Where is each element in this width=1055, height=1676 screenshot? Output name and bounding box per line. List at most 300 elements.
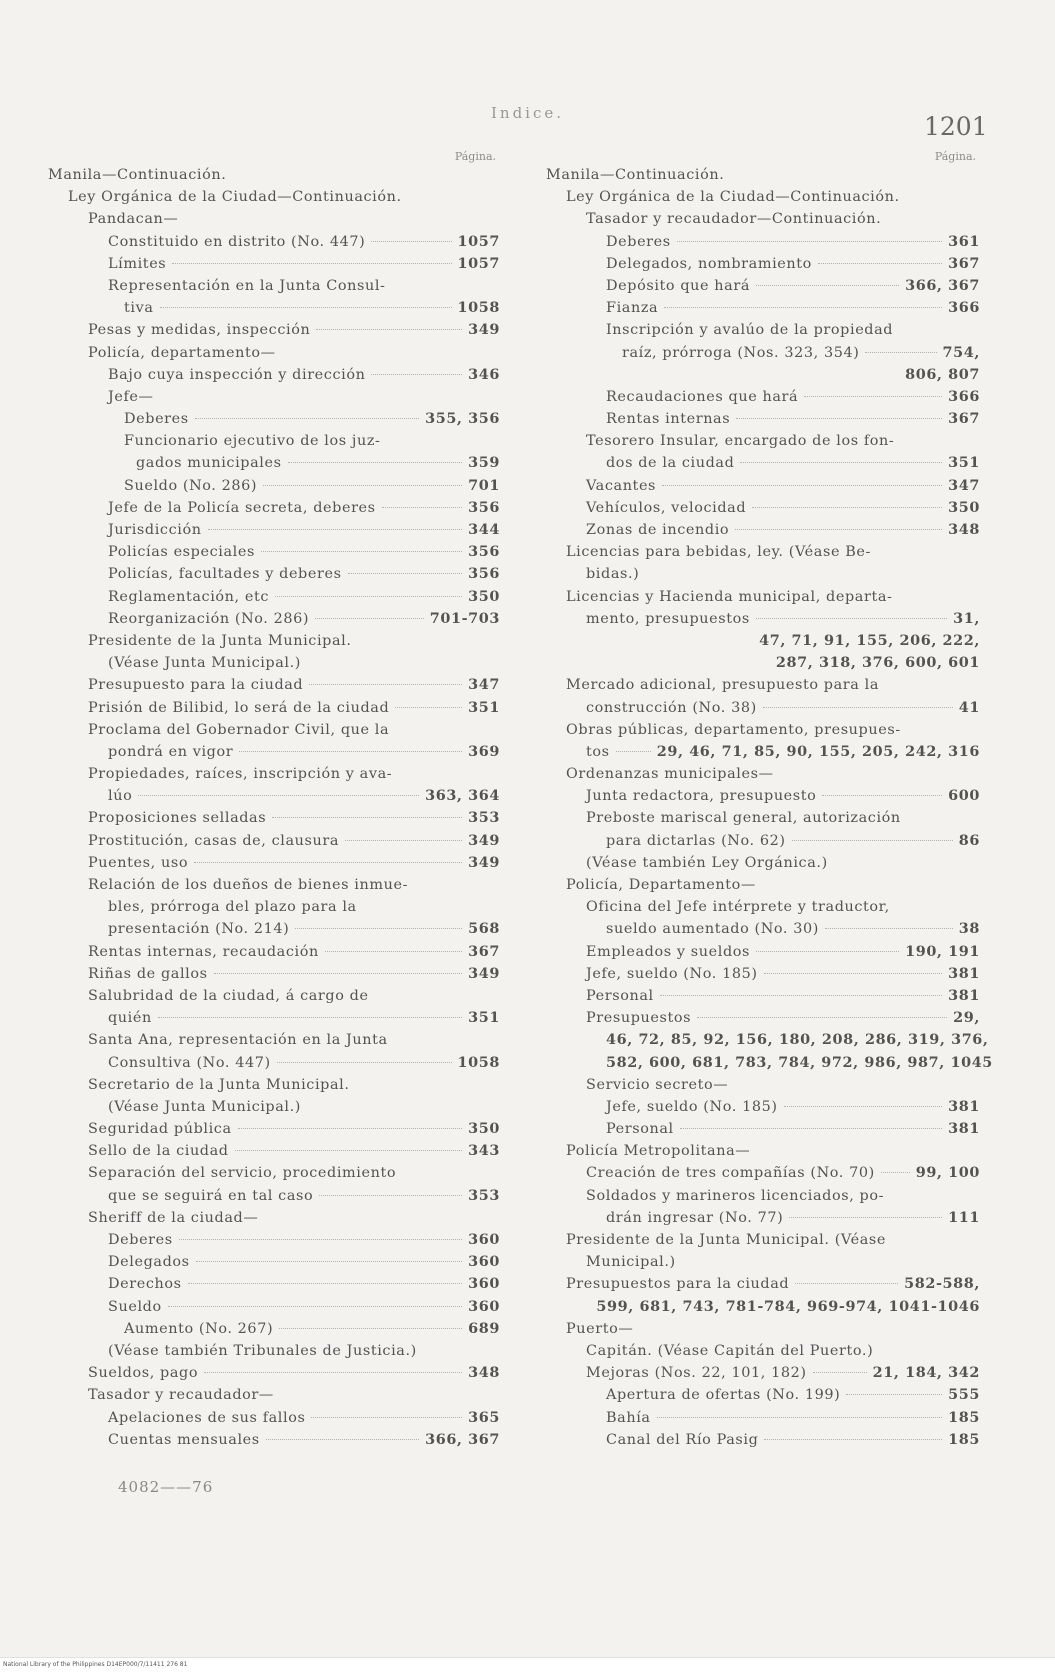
index-entry (40, 297, 500, 319)
entry-text: Mercado adicional, presupuesto para la (566, 677, 880, 694)
entry-page-ref: 351 (948, 454, 980, 472)
entry-page-ref: 1057 (457, 254, 500, 272)
dot-leader (764, 973, 943, 974)
index-entry (538, 275, 980, 297)
dot-leader (195, 418, 419, 419)
entry-text: Fianza (606, 300, 659, 317)
entry-text: construcción (No. 38) (586, 699, 757, 716)
dot-leader (272, 817, 462, 818)
entry-text: (Véase también Tribunales de Justicia.) (108, 1342, 417, 1359)
index-column-right (538, 150, 993, 1451)
entry-page-ref: 381 (948, 986, 980, 1004)
entry-page-ref: 353 (468, 809, 500, 827)
entry-text: para dictarlas (No. 62) (606, 832, 786, 849)
entry-text: Reglamentación, etc (108, 588, 270, 605)
index-entry (538, 319, 980, 341)
index-entry (538, 1185, 980, 1207)
entry-page-ref: 351 (468, 1009, 500, 1027)
dot-leader (160, 307, 452, 308)
dot-leader (804, 396, 942, 397)
entry-page-ref: 365 (468, 1408, 500, 1426)
entry-text: Deberes (108, 1232, 173, 1248)
dot-leader (266, 1439, 419, 1440)
entry-text: Policía Metropolitana— (566, 1143, 751, 1160)
index-entry (538, 1074, 980, 1096)
entry-text: Delegados (108, 1254, 190, 1271)
entry-text: Rentas internas, recaudación (88, 943, 319, 960)
entry-page-ref: 350 (468, 587, 500, 605)
entry-page-ref: 99, 100 (915, 1164, 980, 1182)
entry-text: Separación del servicio, procedimiento (88, 1165, 397, 1182)
index-entry (538, 430, 980, 452)
entry-page-ref: 582-588, (904, 1275, 980, 1293)
entry-page-ref: 360 (468, 1253, 500, 1271)
entry-text: dos de la ciudad (606, 455, 735, 472)
index-entry (538, 408, 980, 430)
entry-page-ref: 701 (468, 476, 500, 494)
index-entry (40, 364, 500, 386)
entry-text: Sello de la ciudad (88, 1143, 229, 1160)
entry-page-ref: 185 (948, 1430, 980, 1448)
entry-text: Apelaciones de sus fallos (108, 1409, 306, 1426)
index-entry (538, 231, 980, 253)
index-entry (40, 497, 500, 519)
entry-page-ref: 367 (948, 410, 980, 428)
entry-page-ref: 366, 367 (905, 276, 980, 294)
dot-leader (664, 307, 942, 308)
index-entry (538, 208, 980, 230)
entry-text: Mejoras (Nos. 22, 101, 182) (586, 1365, 807, 1382)
entry-text: Junta redactora, presupuesto (586, 788, 817, 805)
entry-text: drán ingresar (No. 77) (606, 1209, 784, 1226)
dot-leader (371, 374, 462, 375)
index-entry (40, 941, 500, 963)
entry-text: Bajo cuya inspección y dirección (108, 366, 366, 383)
entry-text: Sueldo (108, 1298, 162, 1315)
dot-leader (763, 707, 953, 708)
entry-page-ref: 367 (948, 254, 980, 272)
index-entry (40, 674, 500, 696)
dot-leader (792, 840, 953, 841)
index-entry (538, 1340, 980, 1362)
index-entry (40, 408, 500, 430)
entry-page-ref: 806, 807 (905, 365, 980, 383)
index-entry (40, 1429, 500, 1451)
index-entry (40, 1074, 500, 1096)
entry-text: Pandacan— (88, 211, 179, 228)
entry-text: Derechos (108, 1276, 182, 1293)
entry-text: Aumento (No. 267) (124, 1320, 274, 1337)
entry-list (40, 164, 500, 1451)
entry-page-ref: 190, 191 (905, 942, 980, 960)
index-entry (40, 874, 500, 896)
dot-leader (657, 1417, 943, 1418)
index-entry (538, 297, 980, 319)
entry-page-ref: 555 (948, 1386, 980, 1404)
entry-text: Manila—Continuación. (48, 167, 227, 183)
dot-leader (680, 1128, 942, 1129)
index-entry (40, 1384, 500, 1406)
index-entry (538, 342, 980, 364)
entry-text: Policía, departamento— (88, 344, 276, 361)
entry-text: Presidente de la Junta Municipal. (Véase (566, 1232, 886, 1248)
entry-text: Servicio secreto— (586, 1076, 729, 1093)
dot-leader (319, 1195, 462, 1196)
entry-text: Tesorero Insular, encargado de los fon- (586, 433, 895, 450)
entry-text: Recaudaciones que hará (606, 388, 799, 405)
entry-text: Seguridad pública (88, 1121, 232, 1138)
index-entry (538, 608, 980, 630)
index-entry (40, 563, 500, 585)
index-entry (538, 1384, 980, 1406)
entry-page-ref: 349 (468, 964, 500, 982)
index-entry (40, 519, 500, 541)
entry-text: Funcionario ejecutivo de los juz- (124, 433, 381, 450)
entry-page-ref: 21, 184, 342 (872, 1364, 980, 1382)
entry-text: Reorganización (No. 286) (108, 610, 310, 627)
entry-text: Preboste mariscal general, autorización (586, 810, 901, 827)
index-entry (538, 563, 980, 585)
dot-leader (395, 707, 462, 708)
index-entry (538, 364, 980, 386)
dot-leader (756, 285, 899, 286)
entry-page-ref: 38 (958, 920, 980, 938)
index-entry (538, 253, 980, 275)
index-entry (538, 497, 980, 519)
entry-text: Apertura de ofertas (No. 199) (606, 1387, 841, 1404)
index-entry (40, 319, 500, 341)
index-column-left (40, 150, 500, 1451)
dot-leader (179, 1239, 462, 1240)
dot-leader (348, 573, 463, 574)
dot-leader (168, 1306, 462, 1307)
index-entry (40, 1052, 500, 1074)
dot-leader (238, 1128, 463, 1129)
entry-text: Canal del Río Pasig (606, 1431, 759, 1448)
entry-text: quién (108, 1010, 152, 1027)
entry-page-ref: 353 (468, 1186, 500, 1204)
entry-page-ref: 349 (468, 831, 500, 849)
entry-page-ref: 568 (468, 920, 500, 938)
page-number: 1201 (924, 112, 988, 141)
entry-text: raíz, prórroga (Nos. 323, 354) (622, 344, 860, 361)
index-entry (538, 630, 980, 652)
entry-page-ref: 86 (958, 831, 980, 849)
entry-page-ref: 348 (468, 1364, 500, 1382)
entry-text: lúo (108, 788, 133, 805)
entry-page-ref: 350 (948, 498, 980, 516)
entry-text: Jurisdicción (108, 522, 202, 538)
index-entry (40, 1229, 500, 1251)
index-entry (40, 963, 500, 985)
entry-text: Empleados y sueldos (586, 943, 751, 960)
entry-text: Jefe de la Policía secreta, deberes (108, 499, 376, 516)
index-entry (538, 874, 980, 896)
index-entry (538, 896, 980, 918)
entry-text: mento, presupuestos (586, 610, 750, 627)
dot-leader (813, 1372, 867, 1373)
index-entry (538, 1407, 980, 1429)
entry-text: Tasador y recaudador—Continuación. (586, 211, 882, 228)
entry-text: Vacantes (586, 477, 657, 494)
entry-text: Pesas y medidas, inspección (88, 322, 311, 339)
index-entry (40, 208, 500, 230)
dot-leader (818, 263, 942, 264)
entry-page-ref: 287, 318, 376, 600, 601 (775, 654, 980, 672)
index-entry (538, 719, 980, 741)
index-entry (538, 852, 980, 874)
dot-leader (158, 1017, 462, 1018)
index-entry (40, 1296, 500, 1318)
dot-leader (295, 928, 462, 929)
index-entry (40, 985, 500, 1007)
dot-leader (846, 1394, 942, 1395)
entry-page-ref: 366 (948, 387, 980, 405)
dot-leader (881, 1172, 910, 1173)
index-entry (538, 1362, 980, 1384)
dot-leader (261, 551, 462, 552)
entry-page-ref: 111 (948, 1208, 980, 1226)
index-entry (40, 386, 500, 408)
index-entry (538, 1251, 980, 1273)
dot-leader (235, 1150, 463, 1151)
dot-leader (311, 1417, 462, 1418)
index-entry (40, 430, 500, 452)
entry-text: Propiedades, raíces, inscripción y ava- (88, 766, 393, 783)
index-entry (538, 941, 980, 963)
index-entry (40, 697, 500, 719)
entry-page-ref: 360 (468, 1297, 500, 1315)
index-entry (538, 1229, 980, 1251)
index-entry (538, 1207, 980, 1229)
entry-page-ref: 46, 72, 85, 92, 156, 180, 208, 286, 319, 376, (606, 1031, 989, 1049)
entry-text: Presidente de la Junta Municipal. (88, 632, 352, 649)
entry-text: Oficina del Jefe intérprete y traductor, (586, 899, 890, 916)
index-entry (40, 918, 500, 940)
dot-leader (740, 462, 942, 463)
entry-text: Inscripción y avalúo de la propiedad (606, 322, 894, 339)
entry-page-ref: 367 (468, 942, 500, 960)
index-entry (40, 275, 500, 297)
entry-text: Presupuesto para la ciudad (88, 677, 304, 694)
index-entry (40, 253, 500, 275)
index-entry (40, 186, 500, 208)
index-entry (40, 1251, 500, 1273)
index-entry (40, 1140, 500, 1162)
entry-text: Jefe, sueldo (No. 185) (606, 1098, 778, 1115)
entry-text: Policía, Departamento— (566, 877, 756, 893)
index-entry (538, 1140, 980, 1162)
entry-text: Jefe— (108, 388, 154, 405)
index-entry (538, 386, 980, 408)
dot-leader (263, 485, 462, 486)
entry-page-ref: 351 (468, 698, 500, 716)
entry-page-ref: 1058 (457, 1053, 500, 1071)
entry-page-ref: 754, (942, 343, 980, 361)
entry-text: Proposiciones selladas (88, 810, 267, 827)
entry-text: Sueldo (No. 286) (124, 477, 258, 494)
entry-text: Rentas internas (606, 411, 731, 428)
index-entry (538, 164, 980, 186)
index-entry (538, 1029, 989, 1051)
dot-leader (275, 596, 462, 597)
index-entry (40, 1340, 500, 1362)
dot-leader (204, 1372, 462, 1373)
entry-text: Zonas de incendio (586, 522, 730, 538)
entry-text: Manila—Continuación. (546, 167, 725, 183)
index-entry (40, 1318, 500, 1340)
index-entry (40, 1118, 500, 1140)
dot-leader (277, 1062, 452, 1063)
entry-text: Riñas de gallos (88, 965, 208, 982)
dot-leader (138, 795, 419, 796)
dot-leader (325, 951, 462, 952)
entry-text: bidas.) (586, 566, 640, 583)
dot-leader (279, 1328, 462, 1329)
entry-text: Tasador y recaudador— (88, 1387, 274, 1404)
index-entry (40, 1273, 500, 1295)
entry-page-ref: 381 (948, 1097, 980, 1115)
entry-page-ref: 41 (958, 698, 980, 716)
index-entry (40, 763, 500, 785)
entry-text: Capitán. (Véase Capitán del Puerto.) (586, 1342, 874, 1359)
entry-text: Ordenanzas municipales— (566, 766, 774, 783)
entry-text: Presupuestos (586, 1010, 692, 1027)
index-entry (538, 785, 980, 807)
entry-page-ref: 366, 367 (425, 1430, 500, 1448)
entry-page-ref: 381 (948, 964, 980, 982)
entry-page-ref: 29, 46, 71, 85, 90, 155, 205, 242, 316 (656, 742, 980, 760)
entry-page-ref: 348 (948, 521, 980, 538)
entry-page-ref: 29, (953, 1009, 980, 1027)
dot-leader (756, 618, 947, 619)
entry-page-ref: 360 (468, 1275, 500, 1293)
index-entry (40, 741, 500, 763)
dot-leader (288, 462, 463, 463)
entry-text: Deberes (606, 233, 671, 250)
index-entry (40, 1007, 500, 1029)
dot-leader (172, 263, 451, 264)
scan-footer-text: National Library of the Philippines D14EP000/7/11411 276 81 (3, 1661, 188, 1668)
index-entry (538, 963, 980, 985)
entry-page-ref: 346 (468, 365, 500, 383)
entry-text: Policías, facultades y deberes (108, 566, 342, 583)
index-entry (40, 785, 500, 807)
entry-page-ref: 347 (948, 476, 980, 494)
printer-signature-mark: 4082——76 (118, 1478, 214, 1496)
entry-text: tiva (124, 300, 154, 317)
index-entry (40, 830, 500, 852)
index-entry (538, 1007, 980, 1029)
entry-text: Límites (108, 255, 167, 272)
index-entry (40, 1162, 500, 1184)
entry-page-ref: 31, (953, 609, 980, 627)
entry-page-ref: 360 (468, 1231, 500, 1248)
entry-text: (Véase Junta Municipal.) (108, 1098, 302, 1115)
dot-leader (309, 684, 462, 685)
index-entry (538, 1318, 980, 1340)
index-entry (40, 630, 500, 652)
index-entry (40, 541, 500, 563)
dot-leader (194, 862, 462, 863)
entry-page-ref: 349 (468, 853, 500, 871)
index-entry (538, 1052, 993, 1074)
dot-leader (736, 418, 942, 419)
index-entry (538, 830, 980, 852)
dot-leader (735, 529, 942, 530)
index-entry (538, 1273, 980, 1295)
index-entry (40, 475, 500, 497)
entry-page-ref: 600 (948, 787, 980, 805)
index-entry (538, 1162, 980, 1184)
index-entry (40, 1207, 500, 1229)
index-entry (538, 918, 980, 940)
index-entry (40, 342, 500, 364)
entry-page-ref: 343 (468, 1142, 500, 1160)
index-entry (538, 1296, 980, 1318)
entry-page-ref: 582, 600, 681, 783, 784, 972, 986, 987, 1045 (606, 1053, 993, 1071)
index-entry (40, 852, 500, 874)
dot-leader (208, 529, 463, 530)
entry-text: Licencias para bebidas, ley. (Véase Be- (566, 544, 871, 561)
entry-page-ref: 363, 364 (425, 787, 500, 805)
dot-leader (316, 329, 462, 330)
index-entry (538, 652, 980, 674)
index-entry (538, 519, 980, 541)
index-entry (538, 475, 980, 497)
dot-leader (660, 995, 942, 996)
entry-text: Presupuestos para la ciudad (566, 1276, 790, 1293)
entry-text: bles, prórroga del plazo para la (108, 899, 357, 916)
entry-text: Personal (606, 1121, 674, 1138)
entry-text: Depósito que hará (606, 277, 751, 294)
entry-text: Consultiva (No. 447) (108, 1054, 271, 1071)
entry-text: que se seguirá en tal caso (108, 1187, 314, 1204)
index-entry (538, 741, 980, 763)
index-entry (40, 1185, 500, 1207)
entry-text: Soldados y marineros licenciados, po- (586, 1187, 885, 1204)
index-entry (40, 1029, 500, 1051)
entry-page-ref: 366 (948, 299, 980, 317)
entry-text: Obras públicas, departamento, presupues- (566, 721, 901, 738)
dot-leader (382, 507, 463, 508)
index-entry (40, 719, 500, 741)
dot-leader (822, 795, 942, 796)
dot-leader (239, 751, 462, 752)
entry-text: Vehículos, velocidad (586, 499, 747, 516)
index-entry (538, 586, 980, 608)
entry-text: Relación de los dueños de bienes inmue- (88, 877, 409, 893)
entry-text: Policías especiales (108, 544, 255, 561)
index-entry (40, 231, 500, 253)
entry-text: tos (586, 743, 610, 760)
entry-page-ref: 185 (948, 1408, 980, 1426)
entry-page-ref: 689 (468, 1319, 500, 1337)
dot-leader (616, 751, 651, 752)
index-entry (538, 697, 980, 719)
entry-text: Proclama del Gobernador Civil, que la (88, 721, 390, 738)
dot-leader (677, 241, 942, 242)
entry-text: Licencias y Hacienda municipal, departa- (566, 588, 893, 605)
entry-text: Sueldos, pago (88, 1365, 199, 1382)
entry-text: Bahía (606, 1409, 651, 1426)
entry-text: Prostitución, casas de, clausura (88, 832, 340, 849)
dot-leader (345, 840, 462, 841)
entry-text: Sheriff de la ciudad— (88, 1209, 259, 1226)
dot-leader (784, 1106, 943, 1107)
entry-text: Deberes (124, 411, 189, 428)
index-entry (538, 1096, 980, 1118)
